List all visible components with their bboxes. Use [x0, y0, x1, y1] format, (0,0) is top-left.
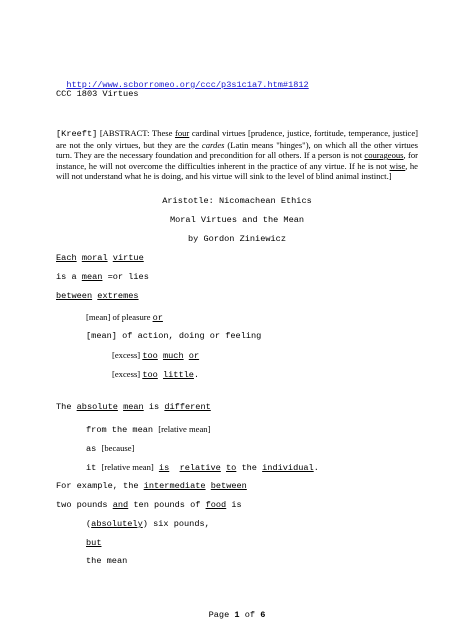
word-too: too [142, 351, 158, 361]
word-absolutely: absolutely [91, 519, 143, 529]
text: . [193, 370, 200, 380]
text: [excess] [112, 350, 143, 360]
text: as [86, 444, 102, 454]
line-two-pounds [56, 500, 242, 511]
text: [relative mean] [158, 424, 211, 434]
word-is: is [158, 463, 170, 473]
line-it-relative [86, 462, 319, 474]
text: is [226, 500, 242, 510]
line-for-example [56, 481, 247, 492]
abstract-paragraph [56, 128, 418, 182]
abstract-text: cardinal virtues [prudence, justice, fortitude, temperance, justice] are not the only virtues, but they are the cardes (Latin [56, 128, 418, 150]
text: [mean] of pleasure [86, 312, 153, 322]
word-moral: moral [81, 253, 108, 263]
ccc-reference: CCC 1803 Virtues [56, 89, 139, 99]
line-mean-pleasure [86, 312, 163, 324]
text: Page [208, 610, 235, 620]
text: [because] [101, 443, 135, 453]
line-from-the-mean [86, 424, 210, 436]
text: =or lies [102, 272, 149, 282]
text: . [313, 463, 319, 473]
line-between-extremes [56, 291, 139, 302]
title-line-3: by Gordon Ziniewicz [188, 234, 286, 244]
abstract-text: means "hinges"), on which all the other virtues turn. They are the necessary foundation and precondition for all others. If a person is not [56, 139, 419, 161]
abstract-text: , he will not understand what he is doing, and his virtue will sink to the level of blind animal instinct.] [56, 160, 418, 182]
word-much: much [162, 351, 184, 361]
abstract-four: four [174, 128, 190, 138]
text: [excess] [112, 369, 143, 379]
line-each-moral-virtue [56, 253, 144, 264]
line-but: but [86, 538, 102, 548]
word-intermediate: intermediate [143, 481, 206, 491]
line-absolute-mean [56, 402, 211, 413]
line-excess-too-little [112, 369, 199, 381]
word-little: little [162, 370, 194, 380]
page-total: 6 [260, 610, 266, 620]
text: from the mean [86, 425, 159, 435]
title-line-1: Aristotle: Nicomachean Ethics [162, 196, 312, 206]
text: is a [56, 272, 82, 282]
line-excess-too-much [112, 350, 199, 362]
line-the-mean: the mean [86, 556, 128, 566]
line-is-a-mean [56, 272, 149, 283]
word-between: between [210, 481, 247, 491]
abstract-text: [ABSTRACT: These [99, 128, 175, 138]
text: the [236, 463, 263, 473]
source-url-line [56, 69, 309, 91]
word-to: to [226, 463, 237, 473]
word-or: or [152, 313, 163, 323]
text: it [86, 463, 102, 473]
word-food: food [205, 500, 227, 510]
abstract-cardes-italic: cardes [201, 139, 225, 150]
text: two pounds [56, 500, 113, 510]
text: is [143, 402, 165, 412]
text: For example, the [56, 481, 144, 491]
word-too: too [142, 370, 158, 380]
abstract-wise: wise [389, 160, 406, 171]
word-different: different [164, 402, 211, 412]
abstract-attribution: [Kreeft] [56, 129, 98, 139]
title-line-2: Moral Virtues and the Mean [169, 215, 305, 225]
abstract-text: , for instance, he will not overcome the difficulties inherent in the practice of any virtue. If he is not [56, 150, 418, 171]
word-and: and [112, 500, 129, 510]
line-absolutely: (absolutely) six pounds, [86, 519, 210, 529]
page-footer [0, 610, 474, 621]
source-url-link[interactable]: http://www.scborromeo.org/ccc/p3s1c1a7.htm#1812 [66, 80, 309, 90]
text: six pounds, [147, 519, 210, 529]
word-mean: mean [123, 402, 144, 412]
word-between: between [56, 291, 93, 301]
text: ten pounds of [128, 500, 206, 510]
word-or: or [188, 351, 200, 361]
text: [relative mean] [101, 462, 154, 472]
word-individual: individual [262, 463, 314, 473]
text: of [239, 610, 261, 620]
word-extremes: extremes [97, 291, 139, 301]
line-as-because [86, 443, 134, 455]
word-mean: mean [81, 272, 103, 282]
line-mean-action: [mean] of action, doing or feeling [86, 331, 262, 341]
word-relative: relative [179, 463, 221, 473]
text: The [56, 402, 77, 412]
word-absolute: absolute [76, 402, 118, 412]
word-virtue: virtue [112, 253, 144, 263]
word-each: Each [56, 253, 77, 263]
page-number: 1 [234, 610, 240, 620]
abstract-courageous: courageous [364, 150, 404, 161]
